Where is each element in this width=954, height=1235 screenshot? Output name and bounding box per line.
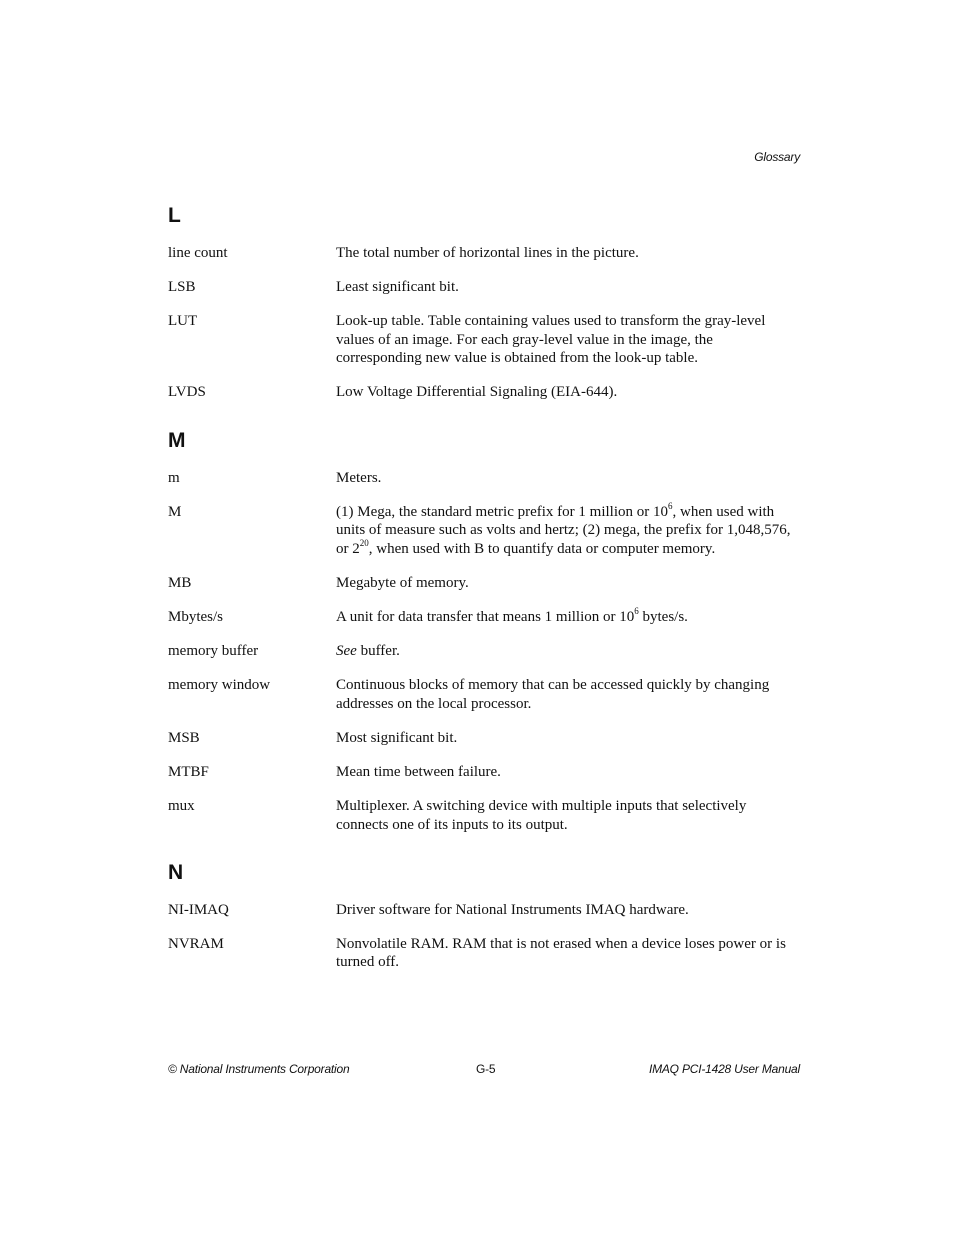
glossary-entry <box>168 469 800 488</box>
glossary-definition: Mean time between failure. <box>336 764 501 780</box>
section-n-entries <box>168 901 800 972</box>
glossary-entry <box>168 797 800 834</box>
glossary-entry <box>168 676 800 713</box>
definition-text: A unit for data transfer that means 1 million or 10 <box>336 609 635 626</box>
running-head: Glossary <box>754 150 800 164</box>
glossary-term: MSB <box>168 729 200 746</box>
glossary-term: LSB <box>168 279 196 296</box>
glossary-term: NVRAM <box>168 935 224 952</box>
glossary-term: LUT <box>168 313 198 330</box>
definition-text: , when used with units of measure such as volts and hertz; (2) mega, the prefix for 1,048,576, or 2 <box>336 503 791 557</box>
glossary-term: memory buffer <box>168 643 259 660</box>
glossary-entry <box>168 244 800 263</box>
section-heading-m: M <box>168 428 186 452</box>
glossary-term: Mbytes/s <box>168 609 224 626</box>
glossary-term: LVDS <box>168 384 206 401</box>
glossary-entry <box>168 763 800 782</box>
glossary-term: line count <box>168 245 228 261</box>
see-reference: See <box>336 643 357 660</box>
glossary-definition: Look-up table. Table containing values used to transform the gray-level values of an image. For each gray-level value in the image, the corresponding new value is obtained from the look-up table. <box>336 313 766 367</box>
glossary-definition: Meters. <box>336 469 382 486</box>
glossary-content <box>168 204 800 988</box>
section-m-entries <box>168 469 800 835</box>
glossary-definition <box>336 500 800 559</box>
superscript: 6 <box>634 606 639 617</box>
glossary-entry <box>168 383 800 402</box>
superscript: 6 <box>668 500 673 511</box>
glossary-definition: Low Voltage Differential Signaling (EIA-644). <box>336 384 618 401</box>
definition-text: (1) Mega, the standard metric prefix for 1 million or 10 <box>336 503 668 520</box>
glossary-entry <box>168 608 800 627</box>
glossary-entry <box>168 574 800 593</box>
glossary-definition: Most significant bit. <box>336 729 458 746</box>
section-heading-l: L <box>168 204 181 227</box>
glossary-definition: Nonvolatile RAM. RAM that is not erased when a device loses power or is turned off. <box>336 935 786 971</box>
superscript: 20 <box>359 537 369 548</box>
footer-manual-title: IMAQ PCI-1428 User Manual <box>648 1062 800 1076</box>
glossary-definition: Multiplexer. A switching device with multiple inputs that selectively connects one of its inputs to its output. <box>336 798 747 833</box>
glossary-definition: The total number of horizontal lines in the picture. <box>336 245 639 261</box>
glossary-definition: Least significant bit. <box>336 279 459 296</box>
page-footer <box>168 1062 800 1078</box>
glossary-definition <box>336 608 800 627</box>
glossary-entry <box>168 500 800 559</box>
section-heading-n: N <box>168 860 184 884</box>
glossary-term: M <box>168 503 182 520</box>
definition-text: bytes/s. <box>638 609 688 626</box>
definition-text: , when used with B to quantify data or computer memory. <box>368 540 716 557</box>
glossary-entry <box>168 642 800 661</box>
footer-copyright: © National Instruments Corporation <box>168 1062 350 1076</box>
glossary-definition <box>336 642 800 661</box>
glossary-entry <box>168 935 800 972</box>
section-l-entries <box>168 244 800 402</box>
glossary-entry <box>168 312 800 368</box>
glossary-definition: Driver software for National Instruments IMAQ hardware. <box>336 901 689 918</box>
glossary-definition: Continuous blocks of memory that can be accessed quickly by changing addresses on the local processor. <box>336 677 770 712</box>
page-number: G-5 <box>476 1062 496 1076</box>
glossary-definition: Megabyte of memory. <box>336 574 469 591</box>
glossary-entry <box>168 278 800 297</box>
glossary-term: MTBF <box>168 764 209 780</box>
glossary-entry <box>168 901 800 920</box>
definition-text: buffer. <box>356 643 400 660</box>
glossary-term: m <box>168 469 180 486</box>
glossary-term: NI-IMAQ <box>168 901 229 918</box>
glossary-entry <box>168 729 800 748</box>
glossary-term: MB <box>168 574 192 591</box>
glossary-term: memory window <box>168 677 271 694</box>
glossary-term: mux <box>168 798 195 815</box>
